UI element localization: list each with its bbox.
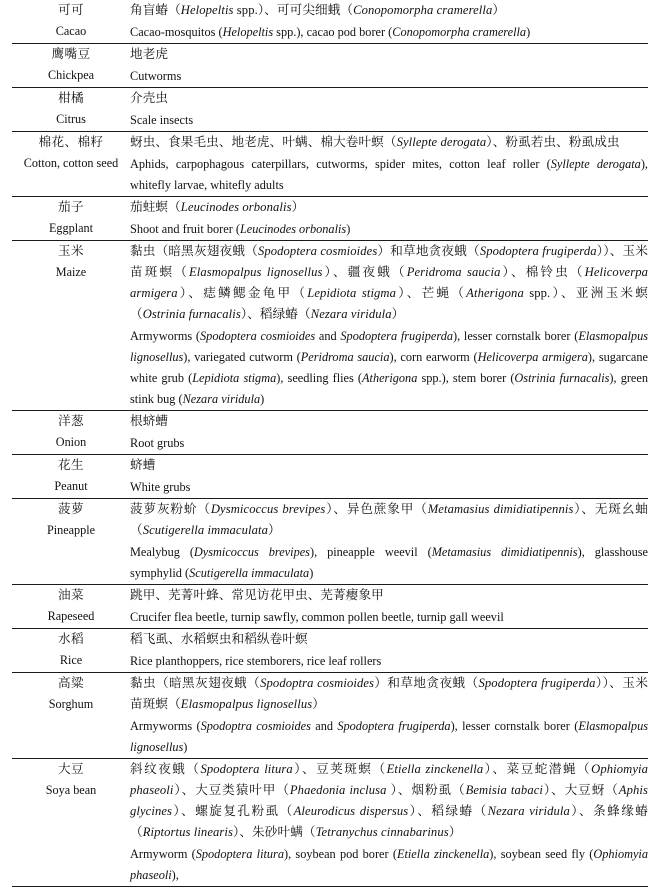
pest-list-en: Mealybug (Dysmicoccus brevipes), pineapple weevil (Metamasius dimidiatipennis), glasshouse symphylid (Scutigerella immaculata) (130, 545, 649, 580)
table-row (12, 88, 648, 132)
pest-list-zh: 跳甲、芜菁叶蜂、常见访花甲虫、芜菁瘿象甲 (130, 588, 384, 602)
crop-name-zh: 大豆 (58, 762, 84, 776)
crop-cell (12, 673, 130, 759)
crop-cell (12, 44, 130, 88)
table-row (12, 0, 648, 44)
crop-pest-table (12, 0, 648, 887)
pest-list-en: Rice planthoppers, rice stemborers, rice leaf rollers (130, 654, 382, 668)
pest-cell (130, 197, 648, 241)
crop-name-zh: 鹰嘴豆 (51, 47, 91, 61)
pest-list-en: Root grubs (130, 436, 185, 450)
pest-list-zh: 介壳虫 (130, 91, 169, 105)
pest-cell (130, 759, 648, 887)
table-row (12, 241, 648, 411)
pest-list-zh: 茄蛀螟（Leucinodes orbonalis） (130, 200, 305, 214)
crop-cell (12, 629, 130, 673)
pest-list-zh: 黏虫（暗黑灰翅夜蛾（Spodoptera cosmioides）和草地贪夜蛾（Spodoptera frugiperda））、玉米苗斑螟（Elasmopalpus lignosellus）、疆夜蛾（Peridroma saucia）、棉铃虫（Helicoverpa armigera）、痣鳞鳃金龟甲（Lepidiota stigma）、芒蝇（Atherigona spp.）、亚洲玉米螟（Ostrinia furnacalis）、稻绿蝽（Nezara viridula） (130, 244, 649, 321)
pest-list-zh: 斜纹夜蛾（Spodoptera litura）、豆荚斑螟（Etiella zinckenella）、菜豆蛇潜蝇（Ophiomyia phaseoli）、大豆类猿叶甲（Phaedonia inclusa ）、烟粉虱（Bemisia tabaci）、大豆蚜（Aphis glycines）、螺旋复孔粉虱（Aleurodicus dispersus）、稻绿蝽（Nezara viridula）、条蜂缘蝽（Riptortus linearis）、朱砂叶螨（Tetranychus cinnabarinus） (130, 762, 649, 839)
table-row (12, 673, 648, 759)
crop-name-zh: 高粱 (58, 676, 84, 690)
pest-cell (130, 455, 648, 499)
table-body (12, 0, 648, 887)
pest-list-zh: 稻飞虱、水稻螟虫和稻纵卷叶螟 (130, 632, 308, 646)
pest-list-en: Armyworms (Spodoptra cosmioides and Spodoptera frugiperda), lesser cornstalk borer (Elasmopalpus lignosellus) (130, 719, 648, 754)
crop-name-en: Onion (55, 435, 87, 449)
crop-name-en: Rapeseed (47, 609, 95, 623)
table-row (12, 411, 648, 455)
crop-name-en: Cotton, cotton seed (23, 156, 119, 170)
pest-cell (130, 499, 648, 585)
pest-list-zh: 蚜虫、食果毛虫、地老虎、叶螨、棉大卷叶螟（Syllepte derogata）、粉虱若虫、粉虱成虫 (130, 135, 620, 149)
pest-list-zh: 角盲蝽（Helopeltis spp.）、可可尖细蛾（Conopomorpha cramerella） (130, 3, 506, 17)
pest-list-en: Cacao-mosquitos (Helopeltis spp.), cacao pod borer (Conopomorpha cramerella) (130, 25, 531, 39)
pest-cell (130, 241, 648, 411)
pest-list-en: White grubs (130, 480, 191, 494)
pest-cell (130, 0, 648, 44)
pest-list-en: Scale insects (130, 113, 194, 127)
pest-cell (130, 88, 648, 132)
pest-cell (130, 44, 648, 88)
table-row (12, 499, 648, 585)
crop-name-zh: 花生 (58, 458, 84, 472)
crop-name-en: Cacao (55, 24, 87, 38)
pest-list-en: Armyworm (Spodoptera litura), soybean pod borer (Etiella zinckenella), soybean seed fly (Ophiomyia phaseoli), (130, 847, 648, 882)
pest-list-zh: 黏虫（暗黑灰翅夜蛾（Spodoptra cosmioides）和草地贪夜蛾（Spodoptera frugiperda））、玉米苗斑螟（Elasmopalpus lignosellus） (130, 676, 649, 711)
crop-name-zh: 茄子 (58, 200, 84, 214)
crop-name-en: Citrus (56, 112, 86, 126)
crop-name-en: Pineapple (46, 523, 96, 537)
crop-name-zh: 棉花、棉籽 (38, 135, 104, 149)
crop-cell (12, 455, 130, 499)
pest-list-zh: 蛴螬 (130, 458, 156, 472)
table-row (12, 629, 648, 673)
crop-name-en: Peanut (54, 479, 88, 493)
table-row (12, 197, 648, 241)
crop-name-en: Soya bean (45, 783, 97, 797)
crop-name-en: Chickpea (47, 68, 95, 82)
crop-name-zh: 玉米 (58, 244, 84, 258)
crop-name-zh: 油菜 (58, 588, 84, 602)
crop-name-en: Eggplant (48, 221, 93, 235)
pest-list-zh: 地老虎 (130, 47, 169, 61)
pest-list-zh: 菠萝灰粉蚧（Dysmicoccus brevipes）、异色蔗象甲（Metamasius dimidiatipennis）、无斑幺蚰（Scutigerella immaculata） (130, 502, 648, 537)
pest-cell (130, 132, 648, 197)
table-row (12, 759, 648, 887)
pest-list-en: Cutworms (130, 69, 182, 83)
table-row (12, 585, 648, 629)
pest-list-en: Aphids, carpophagous caterpillars, cutworms, spider mites, cotton leaf roller (Syllepte derogata), whitefly larvae, whitefly adults (130, 157, 648, 192)
pest-cell (130, 411, 648, 455)
crop-cell (12, 132, 130, 197)
crop-cell (12, 241, 130, 411)
crop-name-zh: 水稻 (58, 632, 84, 646)
crop-name-en: Rice (59, 653, 83, 667)
pest-list-en: Armyworms (Spodoptera cosmioides and Spodoptera frugiperda), lesser cornstalk borer (Elasmopalpus lignosellus), variegated cutworm (Peridroma saucia), corn earworm (Helicoverpa armigera), sugarcane white grub (Lepidiota stigma), seedling flies (Atherigona spp.), stem borer (Ostrinia furnacalis), green stink bug (Nezara viridula) (130, 329, 648, 406)
table-row (12, 132, 648, 197)
pest-cell (130, 673, 648, 759)
crop-name-zh: 柑橘 (58, 91, 84, 105)
table-row (12, 455, 648, 499)
crop-cell (12, 585, 130, 629)
crop-cell (12, 759, 130, 887)
crop-cell (12, 499, 130, 585)
crop-name-en: Sorghum (48, 697, 94, 711)
crop-cell (12, 88, 130, 132)
crop-name-en: Maize (55, 265, 87, 279)
pest-list-zh: 根蛴螬 (130, 414, 169, 428)
crop-cell (12, 0, 130, 44)
crop-name-zh: 可可 (58, 3, 84, 17)
crop-name-zh: 菠萝 (58, 502, 84, 516)
crop-cell (12, 411, 130, 455)
table-row (12, 44, 648, 88)
pest-list-en: Crucifer flea beetle, turnip sawfly, common pollen beetle, turnip gall weevil (130, 610, 504, 624)
crop-name-zh: 洋葱 (58, 414, 84, 428)
pest-cell (130, 585, 648, 629)
pest-list-en: Shoot and fruit borer (Leucinodes orbonalis) (130, 222, 351, 236)
crop-cell (12, 197, 130, 241)
pest-cell (130, 629, 648, 673)
